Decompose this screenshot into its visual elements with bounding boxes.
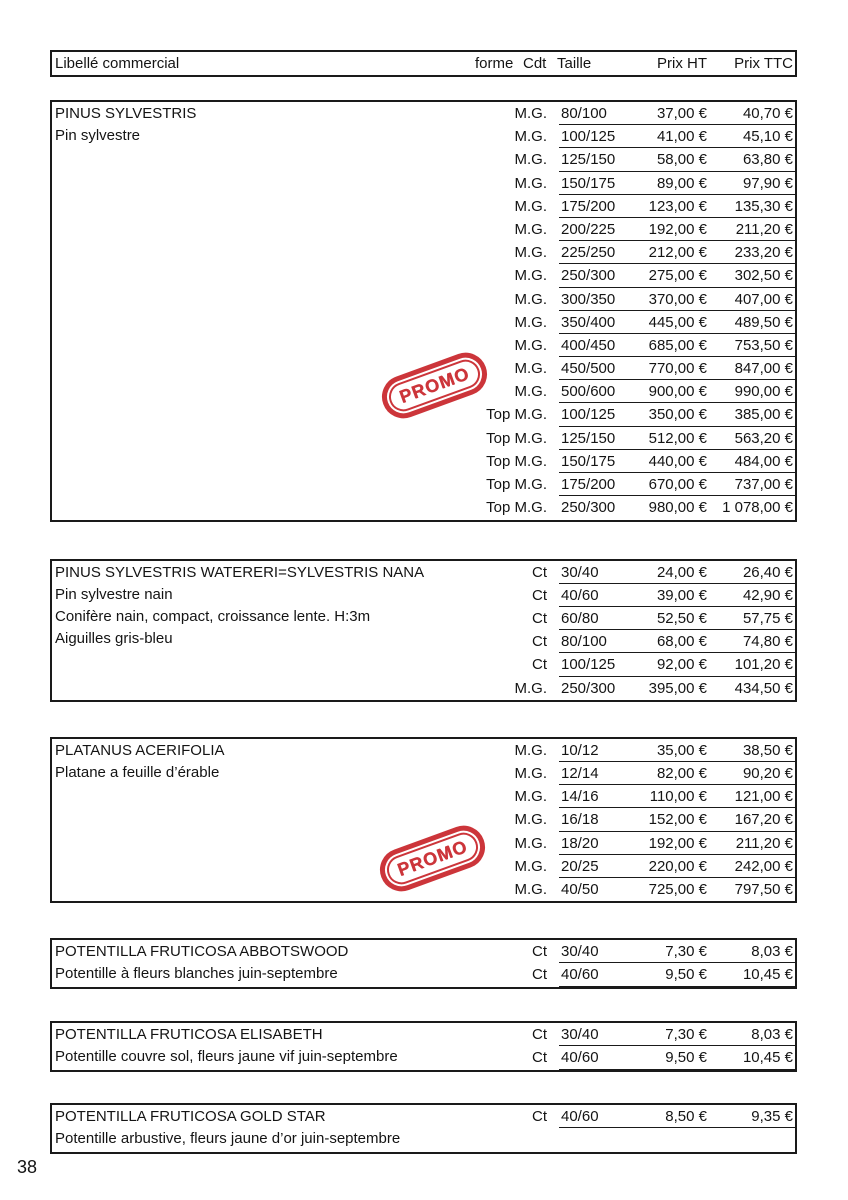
cell-taille: 40/60 xyxy=(561,1108,599,1126)
cell-prix-ttc: 90,20 € xyxy=(742,764,793,782)
cell-prix-ttc: 489,50 € xyxy=(734,313,793,331)
price-row xyxy=(52,940,795,963)
cell-cdt: Ct xyxy=(532,563,547,581)
cell-prix-ttc: 8,03 € xyxy=(751,1026,793,1044)
cell-prix-ttc: 45,10 € xyxy=(742,128,793,146)
cell-cdt: M.G. xyxy=(514,857,547,875)
cell-taille: 12/14 xyxy=(561,764,599,782)
product-section xyxy=(50,559,797,702)
cell-cdt: Top M.G. xyxy=(486,476,547,493)
cell-prix-ttc: 737,00 € xyxy=(734,476,793,493)
cell-taille: 100/125 xyxy=(561,128,616,146)
cell-taille: 10/12 xyxy=(561,741,599,759)
cell-prix-ht: 350,00 € xyxy=(648,406,707,424)
price-row xyxy=(52,630,795,653)
cell-taille: 350/400 xyxy=(561,313,616,331)
price-row xyxy=(52,218,795,241)
product-section xyxy=(50,1021,797,1072)
cell-prix-ht: 35,00 € xyxy=(656,741,707,759)
cell-taille: 250/300 xyxy=(561,499,616,517)
cell-prix-ttc: 26,40 € xyxy=(742,563,793,581)
price-row xyxy=(52,762,795,785)
cell-cdt: M.G. xyxy=(514,336,547,354)
cell-cdt: M.G. xyxy=(514,788,547,806)
cell-cdt: M.G. xyxy=(514,290,547,308)
cell-cdt: Ct xyxy=(532,943,547,961)
product-name: PLATANUS ACERIFOLIA xyxy=(55,741,225,759)
cell-cdt: M.G. xyxy=(514,151,547,169)
cell-prix-ttc: 101,20 € xyxy=(734,656,793,674)
price-row xyxy=(52,102,795,125)
cell-cdt: M.G. xyxy=(514,383,547,401)
cell-prix-ht: 212,00 € xyxy=(648,244,707,262)
cell-prix-ttc: 74,80 € xyxy=(742,633,793,651)
header-taille: Taille xyxy=(557,55,592,72)
cell-taille: 125/150 xyxy=(561,429,616,447)
price-row xyxy=(52,739,795,762)
table-header xyxy=(50,50,797,77)
row-underline xyxy=(559,1127,795,1128)
cell-taille: 150/175 xyxy=(561,174,616,192)
row-underline xyxy=(559,986,795,987)
cell-prix-ht: 192,00 € xyxy=(648,220,707,238)
cell-cdt: Ct xyxy=(532,966,547,984)
cell-cdt: Top M.G. xyxy=(486,452,547,470)
price-row xyxy=(52,653,795,676)
cell-prix-ht: 9,50 € xyxy=(665,1049,707,1067)
price-row xyxy=(52,607,795,630)
cell-prix-ttc: 40,70 € xyxy=(742,105,793,122)
price-row xyxy=(52,1046,795,1069)
cell-cdt: M.G. xyxy=(514,313,547,331)
cell-prix-ht: 123,00 € xyxy=(648,197,707,215)
cell-taille: 30/40 xyxy=(561,1026,599,1044)
price-row xyxy=(52,427,795,450)
cell-cdt: M.G. xyxy=(514,197,547,215)
cell-taille: 200/225 xyxy=(561,220,616,238)
price-row xyxy=(52,311,795,334)
cell-cdt: Ct xyxy=(532,633,547,651)
product-name: POTENTILLA FRUTICOSA GOLD STAR xyxy=(55,1108,326,1126)
cell-prix-ht: 37,00 € xyxy=(656,105,707,122)
price-row xyxy=(52,496,795,519)
cell-taille: 80/100 xyxy=(561,105,607,122)
cell-taille: 400/450 xyxy=(561,336,616,354)
cell-prix-ht: 192,00 € xyxy=(648,834,707,852)
cell-prix-ttc: 167,20 € xyxy=(734,811,793,829)
cell-taille: 150/175 xyxy=(561,452,616,470)
cell-prix-ttc: 233,20 € xyxy=(734,244,793,262)
cell-taille: 175/200 xyxy=(561,197,616,215)
cell-prix-ht: 82,00 € xyxy=(656,764,707,782)
cell-prix-ht: 7,30 € xyxy=(665,943,707,961)
cell-cdt: M.G. xyxy=(514,105,547,122)
price-row xyxy=(52,148,795,171)
price-row xyxy=(52,241,795,264)
cell-prix-ht: 512,00 € xyxy=(648,429,707,447)
cell-prix-ht: 110,00 € xyxy=(649,788,707,806)
cell-taille: 100/125 xyxy=(561,406,616,424)
promo-stamp-label: PROMO xyxy=(394,835,471,880)
cell-cdt: Top M.G. xyxy=(486,429,547,447)
cell-cdt: M.G. xyxy=(514,679,547,697)
product-description-line: Aiguilles gris-bleu xyxy=(55,629,173,647)
cell-prix-ttc: 38,50 € xyxy=(742,741,793,759)
cell-prix-ttc: 753,50 € xyxy=(734,336,793,354)
product-description-line: Pin sylvestre nain xyxy=(55,585,173,603)
cell-taille: 500/600 xyxy=(561,383,616,401)
cell-cdt: M.G. xyxy=(514,764,547,782)
cell-cdt: Top M.G. xyxy=(486,406,547,424)
cell-prix-ttc: 797,50 € xyxy=(734,880,793,898)
cell-prix-ht: 725,00 € xyxy=(648,880,707,898)
cell-prix-ht: 7,30 € xyxy=(665,1026,707,1044)
cell-taille: 100/125 xyxy=(561,656,616,674)
cell-prix-ht: 58,00 € xyxy=(656,151,707,169)
product-description-line: Platane a feuille d’érable xyxy=(55,763,220,781)
product-description-line: Potentille couvre sol, fleurs jaune vif juin-septembre xyxy=(55,1048,398,1066)
cell-cdt: Top M.G. xyxy=(486,499,547,517)
cell-cdt: M.G. xyxy=(514,811,547,829)
page-number: 38 xyxy=(17,1157,38,1177)
cell-prix-ht: 89,00 € xyxy=(656,174,707,192)
cell-prix-ttc: 57,75 € xyxy=(742,609,793,627)
cell-prix-ht: 395,00 € xyxy=(648,679,707,697)
product-section xyxy=(50,938,797,989)
product-name: POTENTILLA FRUTICOSA ELISABETH xyxy=(55,1026,323,1044)
product-name: PINUS SYLVESTRIS xyxy=(55,105,197,122)
cell-prix-ht: 152,00 € xyxy=(648,811,707,829)
product-description-line: Pin sylvestre xyxy=(55,127,141,144)
cell-taille: 250/300 xyxy=(561,679,616,697)
cell-prix-ht: 370,00 € xyxy=(648,290,707,308)
cell-prix-ttc: 9,35 € xyxy=(751,1108,793,1126)
cell-taille: 450/500 xyxy=(561,360,616,378)
cell-prix-ht: 68,00 € xyxy=(656,633,707,651)
cell-cdt: Ct xyxy=(532,609,547,627)
header-prix-ht: Prix HT xyxy=(657,55,707,72)
cell-taille: 40/60 xyxy=(561,1049,599,1067)
cell-cdt: Ct xyxy=(532,1026,547,1044)
price-row xyxy=(52,264,795,287)
cell-prix-ttc: 434,50 € xyxy=(734,679,793,697)
price-row xyxy=(52,473,795,496)
price-rows xyxy=(52,1105,795,1128)
cell-prix-ttc: 10,45 € xyxy=(742,966,793,984)
product-name: PINUS SYLVESTRIS WATERERI=SYLVESTRIS NANA xyxy=(55,563,425,581)
header-libelle-commercial: Libellé commercial xyxy=(55,55,180,72)
price-rows xyxy=(52,561,795,700)
header-cdt: Cdt xyxy=(523,55,547,72)
cell-prix-ttc: 121,00 € xyxy=(734,788,793,806)
cell-cdt: M.G. xyxy=(514,174,547,192)
cell-prix-ttc: 563,20 € xyxy=(734,429,793,447)
cell-taille: 14/16 xyxy=(561,788,599,806)
product-section xyxy=(50,1103,797,1154)
cell-prix-ttc: 211,20 € xyxy=(735,834,793,852)
cell-prix-ht: 440,00 € xyxy=(648,452,707,470)
cell-prix-ttc: 385,00 € xyxy=(734,406,793,424)
header-prix-ttc: Prix TTC xyxy=(734,55,793,72)
cell-cdt: M.G. xyxy=(514,741,547,759)
price-rows xyxy=(52,102,795,519)
price-row xyxy=(52,334,795,357)
cell-prix-ttc: 407,00 € xyxy=(734,290,793,308)
cell-taille: 16/18 xyxy=(561,811,599,829)
product-section xyxy=(50,100,797,522)
cell-taille: 30/40 xyxy=(561,943,599,961)
cell-prix-ttc: 1 078,00 € xyxy=(722,499,793,517)
price-row xyxy=(52,785,795,808)
cell-prix-ttc: 63,80 € xyxy=(742,151,793,169)
cell-taille: 250/300 xyxy=(561,267,616,285)
product-description xyxy=(55,1128,400,1150)
product-description-line: Potentille à fleurs blanches juin-septembre xyxy=(55,965,338,983)
cell-prix-ht: 900,00 € xyxy=(648,383,707,401)
cell-cdt: M.G. xyxy=(514,220,547,238)
cell-prix-ttc: 10,45 € xyxy=(742,1049,793,1067)
cell-prix-ht: 685,00 € xyxy=(648,336,707,354)
cell-taille: 40/60 xyxy=(561,586,599,604)
price-row xyxy=(52,172,795,195)
cell-taille: 40/50 xyxy=(561,880,599,898)
cell-taille: 30/40 xyxy=(561,563,599,581)
cell-prix-ttc: 135,30 € xyxy=(734,197,793,215)
cell-prix-ht: 41,00 € xyxy=(656,128,707,146)
cell-prix-ttc: 42,90 € xyxy=(742,586,793,604)
cell-cdt: Ct xyxy=(532,1049,547,1067)
cell-prix-ttc: 302,50 € xyxy=(734,267,793,285)
price-row xyxy=(52,288,795,311)
cell-prix-ttc: 211,20 € xyxy=(735,220,793,238)
price-rows xyxy=(52,1023,795,1069)
cell-prix-ht: 670,00 € xyxy=(648,476,707,493)
price-rows xyxy=(52,940,795,986)
cell-cdt: Ct xyxy=(532,586,547,604)
cell-prix-ht: 770,00 € xyxy=(648,360,707,378)
price-row xyxy=(52,808,795,831)
cell-taille: 18/20 xyxy=(561,834,599,852)
cell-prix-ht: 445,00 € xyxy=(648,313,707,331)
cell-taille: 80/100 xyxy=(561,633,607,651)
cell-prix-ht: 220,00 € xyxy=(648,857,707,875)
cell-taille: 20/25 xyxy=(561,857,599,875)
cell-cdt: M.G. xyxy=(514,244,547,262)
cell-taille: 40/60 xyxy=(561,966,599,984)
cell-taille: 60/80 xyxy=(561,609,599,627)
cell-cdt: M.G. xyxy=(514,834,547,852)
price-row xyxy=(52,1105,795,1128)
cell-taille: 225/250 xyxy=(561,244,616,262)
product-section xyxy=(50,737,797,903)
price-row xyxy=(52,584,795,607)
cell-prix-ttc: 242,00 € xyxy=(734,857,793,875)
cell-taille: 175/200 xyxy=(561,476,616,493)
product-description-line: Potentille arbustive, fleurs jaune d’or juin-septembre xyxy=(55,1130,401,1148)
price-row xyxy=(52,963,795,986)
price-row xyxy=(52,450,795,473)
cell-prix-ht: 8,50 € xyxy=(665,1108,707,1126)
cell-cdt: M.G. xyxy=(514,267,547,285)
product-sections xyxy=(50,77,797,1154)
cell-prix-ht: 275,00 € xyxy=(648,267,707,285)
cell-prix-ht: 24,00 € xyxy=(656,563,707,581)
cell-taille: 300/350 xyxy=(561,290,616,308)
cell-prix-ttc: 847,00 € xyxy=(734,360,793,378)
price-row xyxy=(52,125,795,148)
row-underline xyxy=(559,1069,795,1070)
promo-stamp-label: PROMO xyxy=(396,363,473,407)
product-name: POTENTILLA FRUTICOSA ABBOTSWOOD xyxy=(55,943,349,961)
cell-prix-ht: 39,00 € xyxy=(656,586,707,604)
price-row xyxy=(52,561,795,584)
cell-prix-ht: 980,00 € xyxy=(648,499,707,517)
cell-prix-ht: 9,50 € xyxy=(665,966,707,984)
cell-cdt: M.G. xyxy=(514,360,547,378)
cell-prix-ht: 52,50 € xyxy=(656,609,707,627)
cell-cdt: M.G. xyxy=(514,128,547,146)
cell-prix-ttc: 8,03 € xyxy=(751,943,793,961)
price-row xyxy=(52,677,795,700)
cell-prix-ttc: 97,90 € xyxy=(742,174,793,192)
cell-cdt: Ct xyxy=(532,656,547,674)
cell-prix-ttc: 990,00 € xyxy=(734,383,793,401)
cell-cdt: Ct xyxy=(532,1108,547,1126)
cell-taille: 125/150 xyxy=(561,151,616,169)
header-forme: forme xyxy=(475,55,514,72)
price-row xyxy=(52,195,795,218)
price-row xyxy=(52,1023,795,1046)
product-description-line: Conifère nain, compact, croissance lente. H:3m xyxy=(55,607,371,625)
cell-prix-ttc: 484,00 € xyxy=(734,452,793,470)
cell-prix-ht: 92,00 € xyxy=(656,656,707,674)
cell-cdt: M.G. xyxy=(514,880,547,898)
